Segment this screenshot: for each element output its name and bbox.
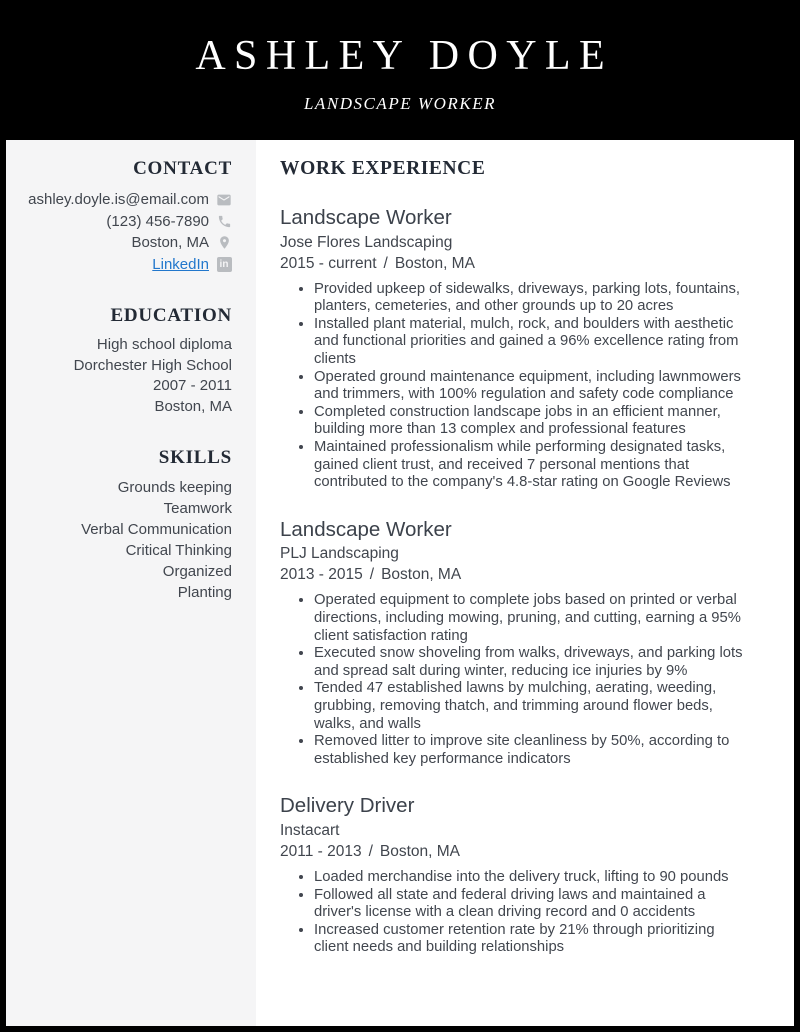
education-dates: 2007 - 2011 xyxy=(153,377,232,394)
job-entry xyxy=(280,517,744,769)
education-section xyxy=(18,305,232,417)
job-company: Jose Flores Landscaping xyxy=(280,233,453,251)
skill-item: Grounds keeping xyxy=(117,479,232,496)
job-title: Landscape Worker xyxy=(280,517,452,541)
contact-list xyxy=(18,189,232,275)
job-bullet: • Maintained professionalism while performing designated tasks, gained client trust, and received 7 personal mentions that contributed to the company's 4.8-star rating on Google Reviews xyxy=(314,439,744,492)
date-separator: / xyxy=(383,254,388,272)
work-experience-column xyxy=(256,140,794,1026)
linkedin-icon: in xyxy=(216,256,232,272)
linkedin-link[interactable]: LinkedIn xyxy=(152,255,209,273)
envelope-icon xyxy=(216,192,232,208)
job-title: Landscape Worker xyxy=(280,206,452,229)
job-bullet: • Tended 47 established lawns by mulching, aerating, weeding, grubbing, removing thatch, and trimming around flower beds, walks, and walls xyxy=(314,680,744,733)
sidebar xyxy=(6,140,256,1026)
contact-location xyxy=(18,232,232,254)
phone-text: (123) 456-7890 xyxy=(106,212,209,230)
resume-body xyxy=(6,140,794,1026)
skill-item: Verbal Communication xyxy=(81,521,232,538)
education-location: Boston, MA xyxy=(154,397,232,415)
job-entry xyxy=(280,205,744,492)
skills-items xyxy=(18,477,232,603)
contact-email xyxy=(18,189,232,211)
email-text: ashley.doyle.is@email.com xyxy=(28,191,209,208)
skill-item: Organized xyxy=(162,563,232,580)
job-bullet: • Completed construction landscape jobs in an efficient manner, building more than 13 complex and professional features xyxy=(314,404,744,439)
phone-icon xyxy=(216,213,232,229)
job-dateline xyxy=(280,255,744,273)
location-pin-icon xyxy=(216,235,232,251)
education-heading: EDUCATION xyxy=(110,305,232,326)
job-bullet: • Loaded merchandise into the delivery truck, lifting to 90 pounds xyxy=(314,869,744,887)
job-entry xyxy=(280,793,744,957)
job-dates: 2015 - current xyxy=(280,254,377,272)
skill-item: Planting xyxy=(177,584,232,601)
job-location: Boston, MA xyxy=(381,566,462,584)
skill-item: Teamwork xyxy=(163,500,232,517)
job-bullet: • Removed litter to improve site cleanliness by 50%, according to established key performance indicators xyxy=(314,733,744,768)
job-bullet: • Increased customer retention rate by 21% through prioritizing client needs and building relationships xyxy=(314,922,744,957)
job-dates: 2011 - 2013 xyxy=(280,842,362,860)
contact-linkedin xyxy=(18,254,232,276)
person-job-title: LANDSCAPE WORKER xyxy=(303,94,497,113)
skill-item: Critical Thinking xyxy=(125,542,232,559)
job-title: Delivery Driver xyxy=(280,794,415,818)
skills-heading: SKILLS xyxy=(158,447,232,468)
job-company: Instacart xyxy=(280,821,340,839)
job-bullet: • Operated equipment to complete jobs based on printed or verbal directions, including mowing, pruning, and cutting, earning a 95% client satisfaction rating xyxy=(314,592,744,645)
location-text: Boston, MA xyxy=(131,234,209,251)
job-bullet: • Provided upkeep of sidewalks, driveways, parking lots, fountains, planters, cemeteries, and other grounds up to 20 acres xyxy=(314,281,744,316)
job-company: PLJ Landscaping xyxy=(280,545,399,563)
education-items xyxy=(18,335,232,417)
job-bullet: • Followed all state and federal driving laws and maintained a driver's license with a clean driving record and 0 accidents xyxy=(314,887,744,922)
job-bullet-list xyxy=(280,869,744,957)
education-school: Dorchester High School xyxy=(73,356,232,374)
date-separator: / xyxy=(368,842,373,860)
job-dateline xyxy=(280,843,744,861)
education-degree: High school diploma xyxy=(96,336,232,353)
contact-heading: CONTACT xyxy=(133,158,232,179)
contact-phone xyxy=(18,211,232,233)
person-name: ASHLEY DOYLE xyxy=(195,33,614,79)
job-location: Boston, MA xyxy=(379,842,461,860)
job-dates: 2013 - 2015 xyxy=(280,566,363,584)
job-bullet-list xyxy=(280,281,744,492)
job-location: Boston, MA xyxy=(394,254,475,272)
job-dateline xyxy=(280,566,744,584)
job-bullet: • Operated ground maintenance equipment, including lawnmowers and trimmers, with 100% regulation and safety code compliance xyxy=(314,369,744,404)
job-bullet-list xyxy=(280,592,744,768)
date-separator: / xyxy=(369,566,375,584)
skills-section xyxy=(18,447,232,603)
job-bullet: • Installed plant material, mulch, rock, and boulders with aesthetic and functional priorities and gained a 96% excellence rating from clients xyxy=(314,316,744,369)
job-bullet: • Executed snow shoveling from walks, driveways, and parking lots and spread salt during winter, reducing ice injuries by 9% xyxy=(314,645,744,680)
resume-header xyxy=(0,0,800,140)
work-experience-heading: WORK EXPERIENCE xyxy=(280,158,486,179)
